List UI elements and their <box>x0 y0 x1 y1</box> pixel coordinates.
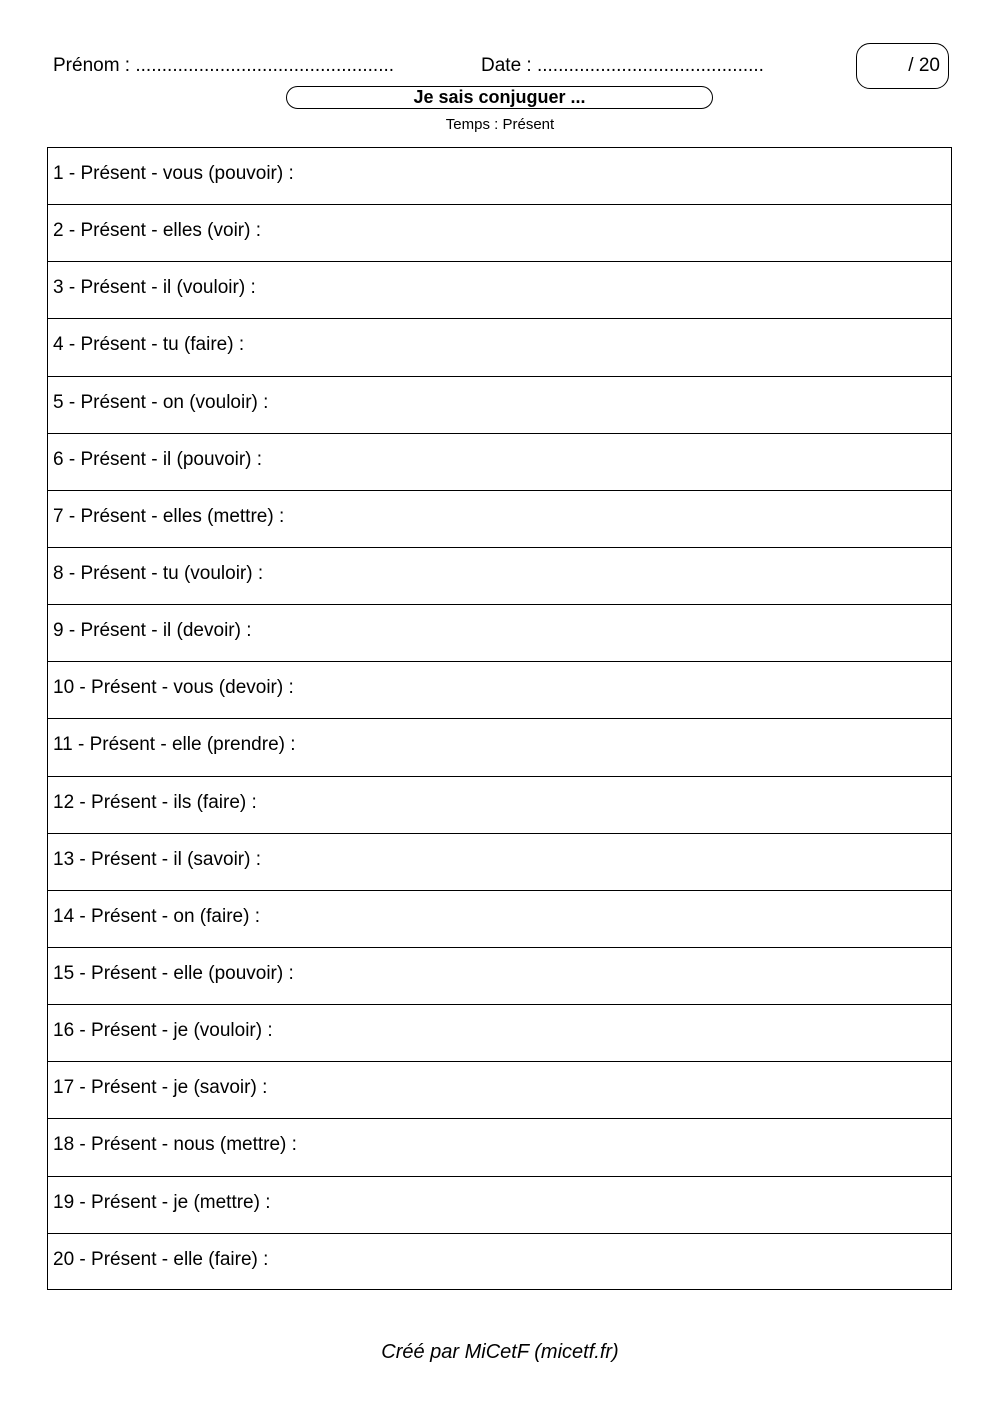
exercise-row[interactable] <box>48 662 951 719</box>
exercise-row[interactable] <box>48 1234 951 1291</box>
exercise-prompt: 9 - Présent - il (devoir) : <box>53 620 252 642</box>
exercise-row[interactable] <box>48 377 951 434</box>
exercise-row[interactable] <box>48 777 951 834</box>
exercise-prompt: 19 - Présent - je (mettre) : <box>53 1191 271 1213</box>
footer-credit: Créé par MiCetF (micetf.fr) <box>381 1341 619 1363</box>
exercise-prompt: 4 - Présent - tu (faire) : <box>53 334 245 356</box>
exercise-row[interactable] <box>48 148 951 205</box>
exercise-prompt: 20 - Présent - elle (faire) : <box>53 1248 269 1270</box>
exercise-row[interactable] <box>48 719 951 776</box>
exercise-row[interactable] <box>48 605 951 662</box>
tense-subtitle: Temps : Présent <box>445 116 555 133</box>
exercise-prompt: 1 - Présent - vous (pouvoir) : <box>53 163 294 184</box>
worksheet-title: Je sais conjuguer ... <box>286 86 713 109</box>
exercise-prompt: 10 - Présent - vous (devoir) : <box>53 677 294 699</box>
exercise-row[interactable] <box>48 948 951 1005</box>
exercise-table <box>47 147 952 1290</box>
exercise-row[interactable] <box>48 1177 951 1234</box>
score-total: / 20 <box>908 55 940 76</box>
exercise-row[interactable] <box>48 1062 951 1119</box>
exercise-prompt: 6 - Présent - il (pouvoir) : <box>53 448 263 470</box>
exercise-row[interactable] <box>48 1119 951 1176</box>
exercise-row[interactable] <box>48 434 951 491</box>
score-box <box>856 43 949 89</box>
exercise-prompt: 13 - Présent - il (savoir) : <box>53 848 261 870</box>
exercise-prompt: 18 - Présent - nous (mettre) : <box>53 1134 297 1156</box>
prenom-field[interactable]: Prénom : ................................................. <box>53 55 395 76</box>
exercise-prompt: 8 - Présent - tu (vouloir) : <box>53 562 264 584</box>
exercise-prompt: 2 - Présent - elles (voir) : <box>53 220 261 242</box>
exercise-row[interactable] <box>48 834 951 891</box>
exercise-prompt: 17 - Présent - je (savoir) : <box>53 1077 268 1099</box>
exercise-row[interactable] <box>48 548 951 605</box>
date-field[interactable]: Date : ........................................... <box>481 55 764 76</box>
exercise-prompt: 15 - Présent - elle (pouvoir) : <box>53 962 294 984</box>
exercise-row[interactable] <box>48 205 951 262</box>
exercise-row[interactable] <box>48 491 951 548</box>
exercise-row[interactable] <box>48 891 951 948</box>
exercise-prompt: 7 - Présent - elles (mettre) : <box>53 505 285 527</box>
exercise-row[interactable] <box>48 319 951 376</box>
exercise-prompt: 16 - Présent - je (vouloir) : <box>53 1020 273 1042</box>
exercise-prompt: 14 - Présent - on (faire) : <box>53 905 260 927</box>
exercise-prompt: 3 - Présent - il (vouloir) : <box>53 277 256 299</box>
exercise-prompt: 5 - Présent - on (vouloir) : <box>53 391 269 413</box>
exercise-row[interactable] <box>48 262 951 319</box>
exercise-prompt: 11 - Présent - elle (prendre) : <box>53 734 296 756</box>
exercise-row[interactable] <box>48 1005 951 1062</box>
exercise-prompt: 12 - Présent - ils (faire) : <box>53 791 257 813</box>
